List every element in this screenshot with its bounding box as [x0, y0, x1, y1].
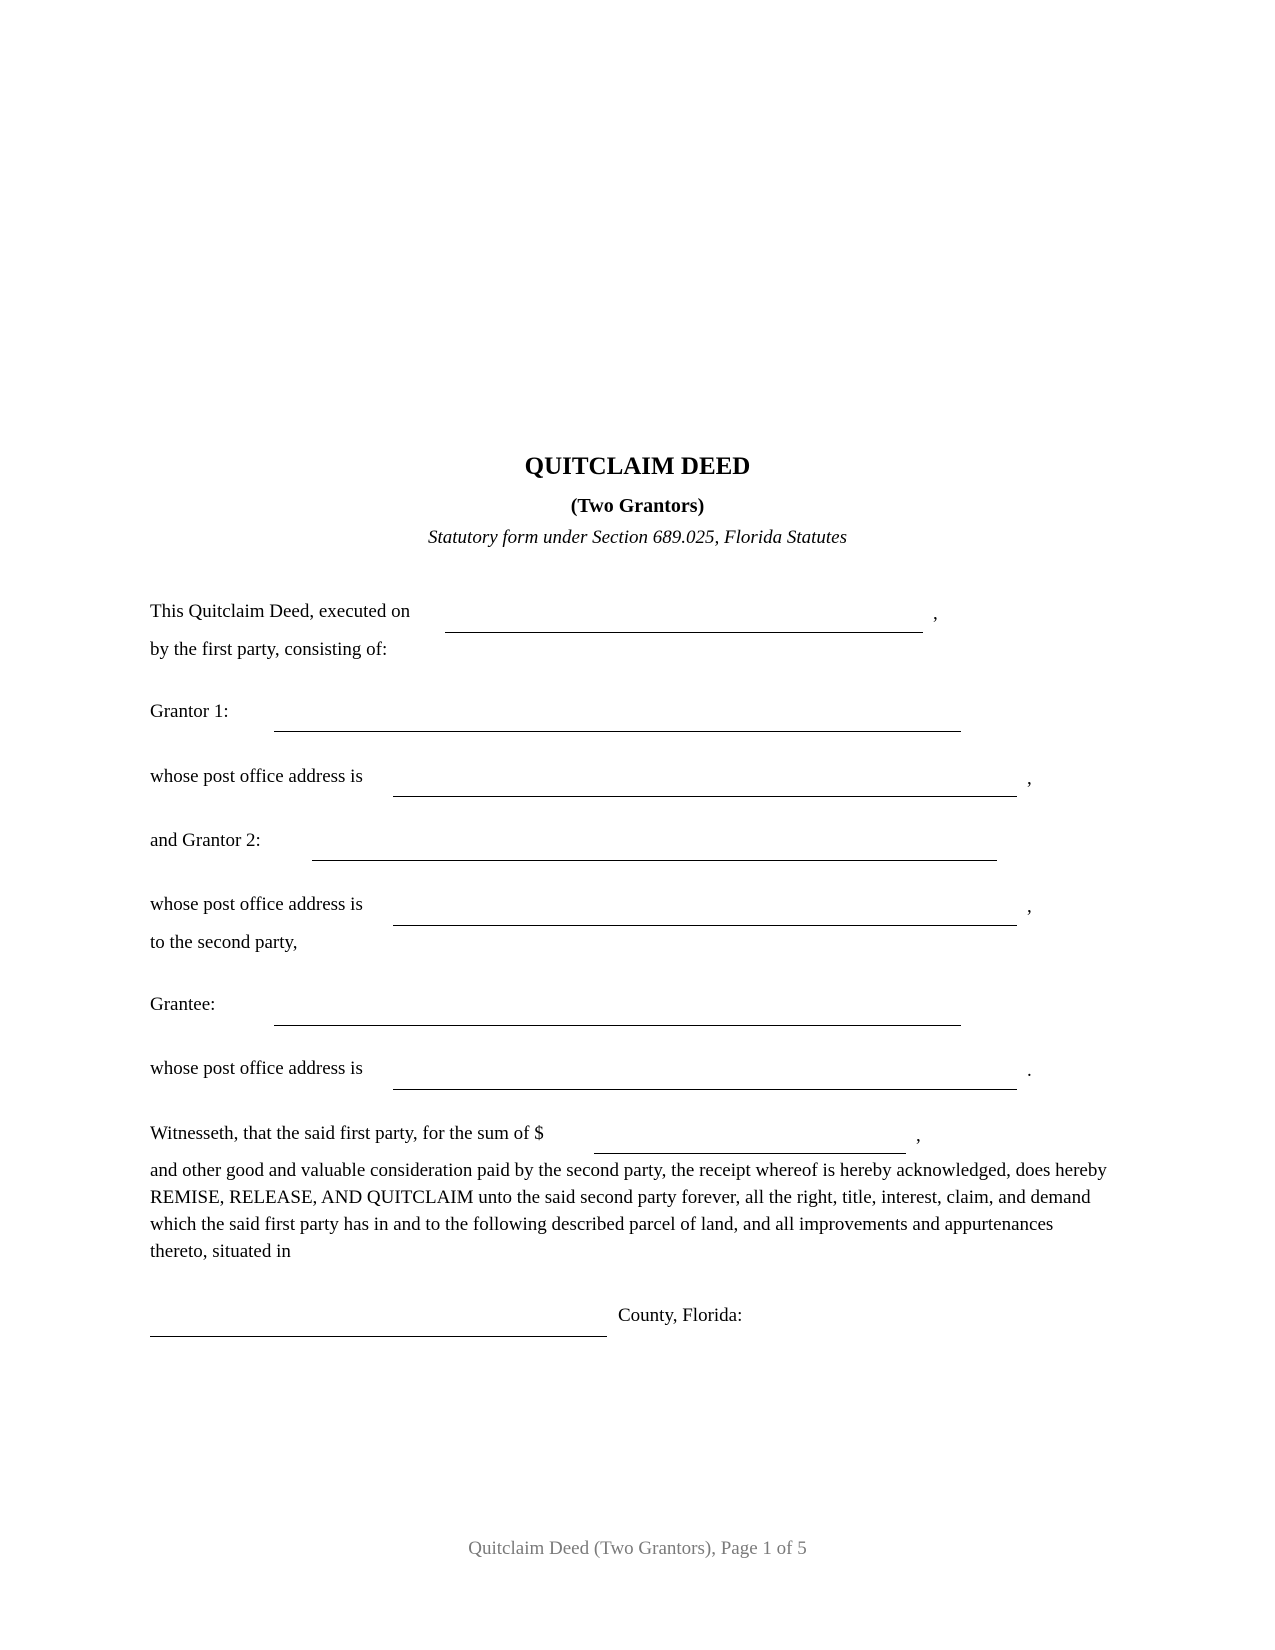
sum-amount-field[interactable]: [594, 1153, 906, 1154]
document-subtitle: (Two Grantors): [570, 495, 705, 517]
page-footer: Quitclaim Deed (Two Grantors), Page 1 of 5: [468, 1538, 807, 1559]
grantor1-address-label: whose post office address is: [150, 766, 363, 787]
grantor1-address-field[interactable]: [393, 796, 1017, 797]
grantee-label: Grantee:: [150, 994, 216, 1015]
consideration-paragraph: and other good and valuable consideration paid by the second party, the receipt whereof is hereby acknowledged, does hereby REMISE, RELEASE, AND QUITCLAIM unto the said second party forever, all the right, title, interest, claim, and demand which the said first party has in and to the following described parcel of land, and all improvements and appurtenances thereto, situated in: [150, 1160, 1107, 1262]
grantor1-label: Grantor 1:: [150, 701, 229, 722]
grantee-address-field[interactable]: [393, 1089, 1017, 1090]
grantor2-name-field[interactable]: [312, 860, 997, 861]
statute-note: Statutory form under Section 689.025, Florida Statutes: [427, 527, 848, 548]
sum-comma: ,: [916, 1125, 921, 1146]
first-party-label: by the first party, consisting of:: [150, 639, 388, 660]
sum-label: Witnesseth, that the said first party, for the sum of $: [150, 1123, 544, 1144]
county-field[interactable]: [150, 1336, 607, 1337]
grantee-address-period: .: [1027, 1060, 1032, 1081]
executed-label: This Quitclaim Deed, executed on: [150, 601, 411, 622]
document-title: QUITCLAIM DEED: [524, 453, 751, 480]
grantor2-label: and Grantor 2:: [150, 830, 261, 851]
county-label: County, Florida:: [618, 1305, 743, 1326]
grantor2-address-comma: ,: [1027, 896, 1032, 917]
second-party-label: to the second party,: [150, 932, 298, 953]
grantor2-address-label: whose post office address is: [150, 894, 363, 915]
grantor2-address-field[interactable]: [393, 925, 1017, 926]
grantor1-address-comma: ,: [1027, 768, 1032, 789]
executed-comma: ,: [933, 603, 938, 624]
grantor1-name-field[interactable]: [274, 731, 961, 732]
grantee-name-field[interactable]: [274, 1025, 961, 1026]
executed-date-field[interactable]: [445, 632, 923, 633]
grantee-address-label: whose post office address is: [150, 1058, 363, 1079]
